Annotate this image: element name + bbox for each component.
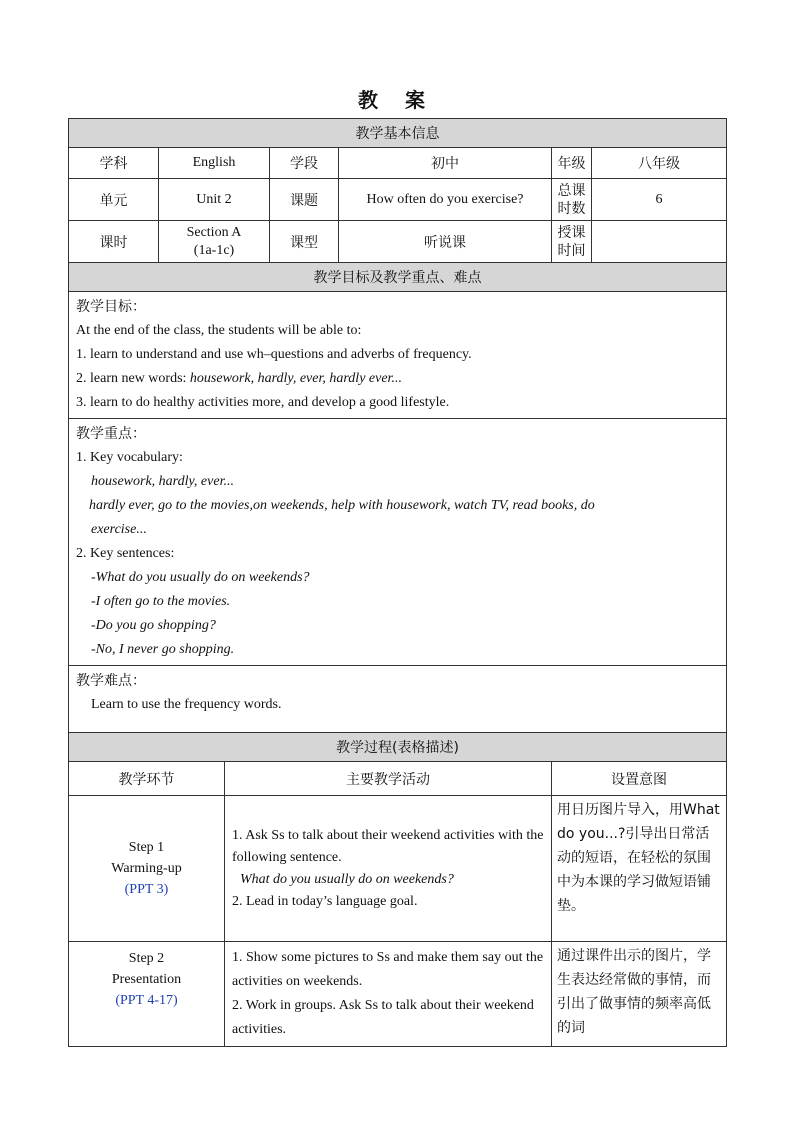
column-header-stage: 教学环节 bbox=[69, 762, 225, 796]
type-label: 课型 bbox=[270, 221, 339, 263]
teaching-time-label-line1: 授课 bbox=[557, 224, 586, 241]
key-sentence-4: -No, I never go shopping. bbox=[91, 642, 235, 657]
key-vocab-line-3: exercise... bbox=[91, 522, 147, 537]
step-1-activity-1: 1. Ask Ss to talk about their weekend activities with the following sentence. bbox=[232, 827, 544, 865]
column-header-activities: 主要教学活动 bbox=[225, 762, 552, 796]
step-2-cell bbox=[69, 942, 225, 1047]
step-2-activity-2: 2. Work in groups. Ask Ss to talk about their weekend activities. bbox=[232, 998, 534, 1037]
section-header-basic-info: 教学基本信息 bbox=[69, 119, 727, 148]
step-1-example: What do you usually do on weekends? bbox=[240, 871, 454, 887]
section-header-process: 教学过程(表格描述) bbox=[69, 733, 727, 762]
key-vocab-line-1: housework, hardly, ever... bbox=[91, 474, 234, 489]
period-value bbox=[159, 221, 270, 263]
topic-label: 课题 bbox=[270, 179, 339, 221]
step-1-name: Step 1 bbox=[128, 840, 165, 855]
key-sentence-1: -What do you usually do on weekends? bbox=[91, 570, 310, 585]
section-header-goals: 教学目标及教学重点、难点 bbox=[69, 263, 727, 292]
grade-label: 年级 bbox=[552, 148, 592, 179]
teaching-time-value bbox=[592, 221, 727, 263]
total-periods-value: 6 bbox=[592, 179, 727, 221]
unit-value: Unit 2 bbox=[159, 179, 270, 221]
step-1-cell bbox=[69, 796, 225, 942]
step-1-activities bbox=[225, 796, 552, 942]
goal-2-prefix: 2. learn new words: bbox=[76, 371, 190, 386]
key-sentence-2: -I often go to the movies. bbox=[91, 594, 231, 609]
step-1-stage: Warming-up bbox=[111, 861, 182, 876]
period-label: 课时 bbox=[69, 221, 159, 263]
unit-label: 单元 bbox=[69, 179, 159, 221]
goal-2-words: housework, hardly, ever, hardly ever... bbox=[189, 371, 402, 386]
total-periods-label-line2: 时数 bbox=[557, 200, 586, 217]
key-vocab-line-2: hardly ever, go to the movies,on weekends, help with housework, watch TV, read books, do bbox=[89, 498, 595, 513]
key-sentence-3: -Do you go shopping? bbox=[91, 618, 216, 633]
document-title: 教 案 bbox=[358, 88, 435, 112]
step-2-intent: 通过课件出示的图片，学生表达经常做的事情，而引出了做事情的频率高低的词 bbox=[552, 942, 727, 1047]
step-1-intent: 用日历图片导入，用What do you...?引导出日常活动的短语，在轻松的氛围中为本课的学习做短语铺垫。 bbox=[552, 796, 727, 942]
step-2-activity-1: 1. Show some pictures to Ss and make them say out the activities on weekends. bbox=[232, 950, 544, 989]
column-header-intent: 设置意图 bbox=[552, 762, 727, 796]
stage-value: 初中 bbox=[339, 148, 552, 179]
subject-label: 学科 bbox=[69, 148, 159, 179]
step-1-activity-2: 2. Lead in today’s language goal. bbox=[232, 893, 418, 909]
step-1-ppt: (PPT 3) bbox=[124, 882, 169, 897]
step-2-name: Step 2 bbox=[128, 951, 165, 966]
difficulties-label: 教学难点： bbox=[76, 673, 146, 689]
goal-3: 3. learn to do healthy activities more, and develop a good lifestyle. bbox=[76, 395, 450, 410]
goal-2 bbox=[76, 367, 719, 391]
step-2-stage: Presentation bbox=[111, 972, 182, 987]
key-points-cell bbox=[69, 419, 727, 666]
difficulties-text: Learn to use the frequency words. bbox=[91, 697, 282, 712]
stage-label: 学段 bbox=[270, 148, 339, 179]
goal-1: 1. learn to understand and use wh–questions and adverbs of frequency. bbox=[76, 347, 472, 362]
step-2-activities bbox=[225, 942, 552, 1047]
period-value-line1: Section A bbox=[186, 224, 242, 240]
total-periods-label bbox=[552, 179, 592, 221]
key-vocab-title: 1. Key vocabulary: bbox=[76, 450, 183, 465]
goals-intro: At the end of the class, the students will be able to: bbox=[76, 323, 362, 338]
total-periods-label-line1: 总课 bbox=[557, 182, 586, 199]
period-value-line2: (1a-1c) bbox=[193, 242, 235, 258]
topic-value: How often do you exercise? bbox=[339, 179, 552, 221]
grade-value: 八年级 bbox=[592, 148, 727, 179]
teaching-time-label bbox=[552, 221, 592, 263]
difficulties-cell bbox=[69, 666, 727, 733]
teaching-time-label-line2: 时间 bbox=[557, 242, 586, 259]
key-sentences-title: 2. Key sentences: bbox=[76, 546, 175, 561]
goals-label: 教学目标： bbox=[76, 299, 146, 315]
teaching-goals-cell bbox=[69, 292, 727, 419]
key-points-label: 教学重点： bbox=[76, 426, 146, 442]
subject-value: English bbox=[159, 148, 270, 179]
lesson-plan-table bbox=[68, 118, 727, 1047]
type-value: 听说课 bbox=[339, 221, 552, 263]
step-2-ppt: (PPT 4-17) bbox=[115, 993, 178, 1008]
